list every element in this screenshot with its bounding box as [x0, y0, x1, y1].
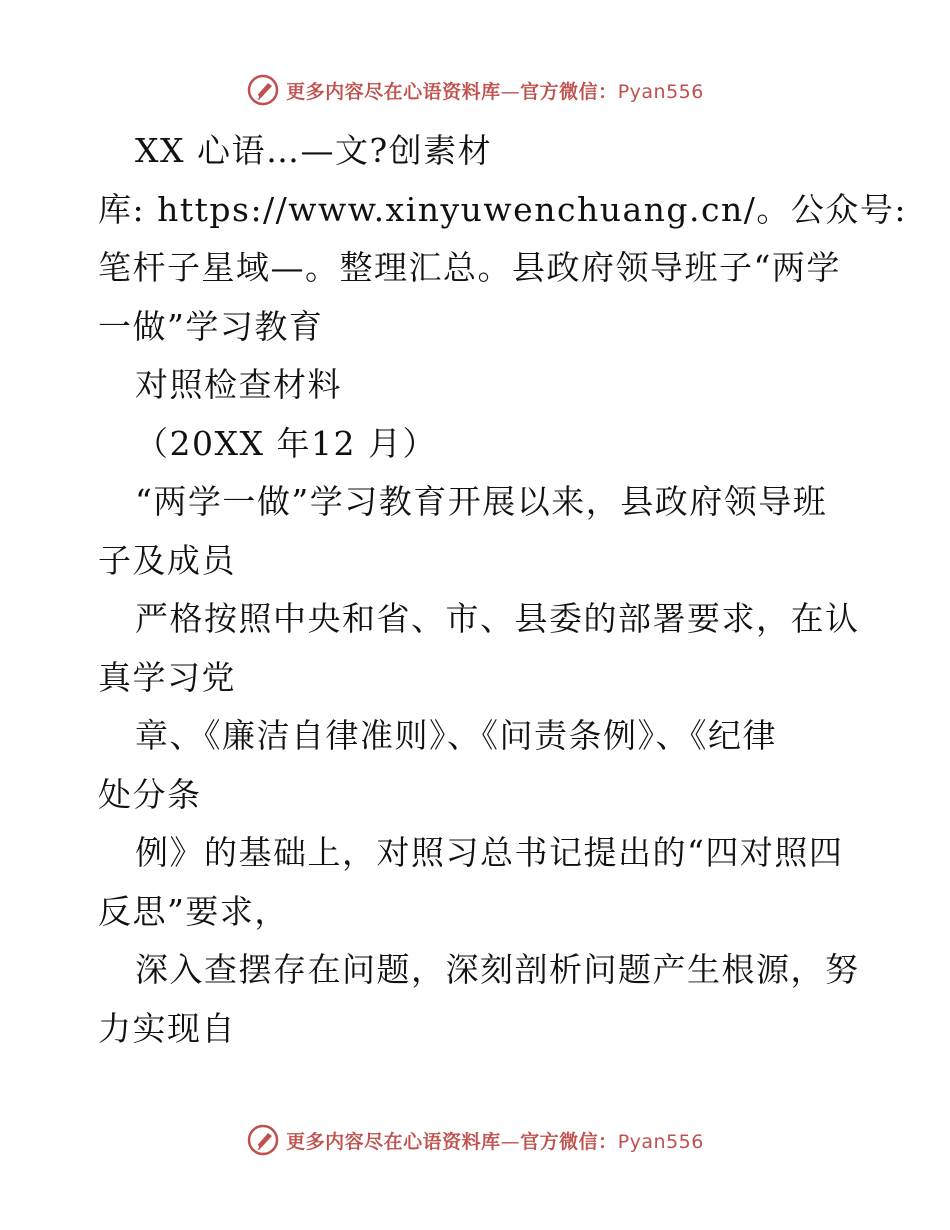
- document-line: 对照检查材料: [135, 365, 342, 404]
- document-line: 深入查摆存在问题，深刻剖析问题产生根源，努: [135, 950, 860, 989]
- footer-watermark-banner: [0, 1120, 950, 1160]
- pen-logo-icon: [246, 73, 280, 107]
- banner-wechat-label: 官方微信：: [520, 1130, 618, 1153]
- banner-text: [286, 1127, 704, 1154]
- banner-text: [286, 77, 704, 104]
- document-line: 子及成员: [98, 540, 236, 580]
- document-line: 处分条: [98, 774, 202, 814]
- header-watermark-banner: [0, 70, 950, 110]
- banner-site-name: 更多内容尽在心语资料库: [286, 1130, 501, 1153]
- banner-wechat-label: 官方微信：: [520, 80, 618, 103]
- pen-logo-icon: [246, 1123, 280, 1157]
- document-body: [98, 122, 907, 1058]
- banner-separator: —: [500, 1130, 521, 1153]
- document-line: 一做”学习教育: [98, 306, 324, 346]
- document-line: 真学习党: [98, 657, 236, 697]
- document-line: 库: https://www.xinyuwenchuang.cn/。公众号:: [98, 189, 907, 229]
- banner-site-name: 更多内容尽在心语资料库: [286, 80, 501, 103]
- document-line: “两学一做”学习教育开展以来，县政府领导班: [135, 482, 828, 521]
- document-line: 例》的基础上，对照习总书记提出的“四对照四: [135, 833, 844, 872]
- banner-wechat-id: Pyan556: [617, 80, 704, 103]
- document-line: 笔杆子星域—。整理汇总。县政府领导班子“两学: [98, 248, 841, 287]
- banner-wechat-id: Pyan556: [617, 1130, 704, 1153]
- document-line: 力实现自: [98, 1008, 236, 1048]
- document-line: XX 心语…—文?创素材: [135, 131, 493, 170]
- document-line: （20XX 年12 月）: [135, 423, 437, 463]
- document-line: 章、《廉洁自律准则》、《问责条例》、《纪律: [135, 716, 777, 755]
- document-line: 严格按照中央和省、市、县委的部署要求，在认: [135, 599, 860, 638]
- document-line: 反思”要求，: [98, 891, 289, 931]
- banner-separator: —: [500, 80, 521, 103]
